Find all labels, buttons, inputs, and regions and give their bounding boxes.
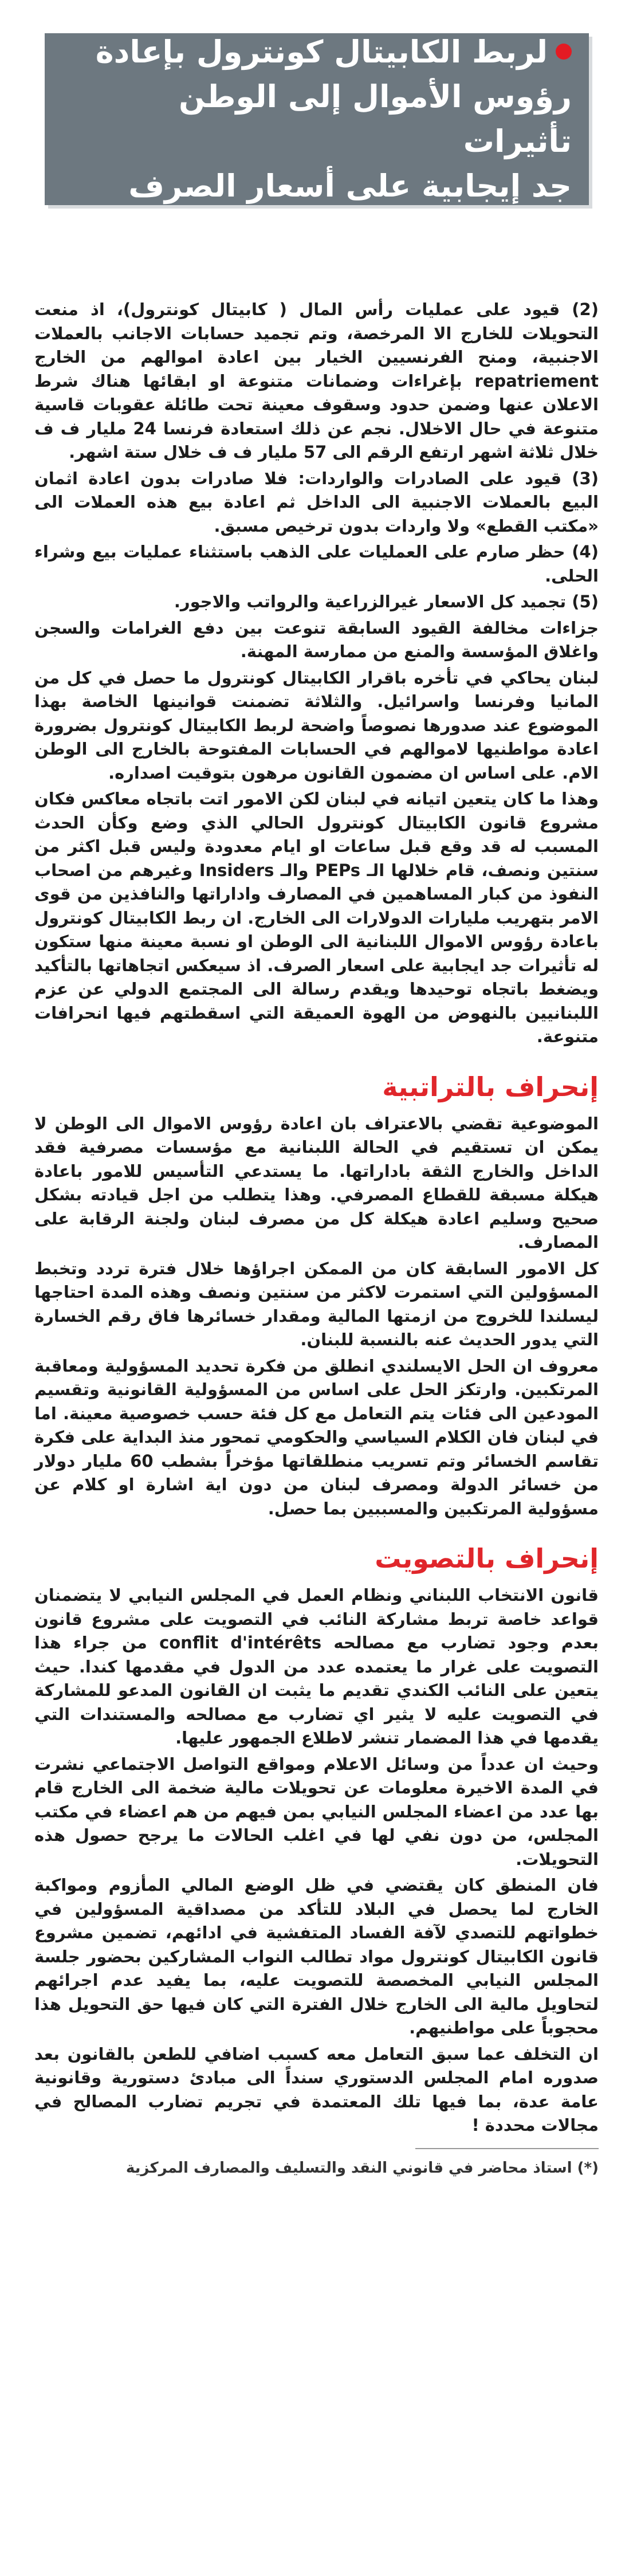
paragraph: (2) قيود على عمليات رأس المال ( كابيتال كونترول)، اذ منعت التحويلات للخارج الا المرخصة، وتم تجميد حسابات الاجانب بالعملات الاجنبية، ومنح الفرنسيين الخيار بين اعادة اموالهم من الخارج repatriement بإغراءات وضمانات متنوعة او ابقائها هناك شرط الاعلان عنها وضمن حدود وسقوف معينة تحت طائلة عقوبات قاسية متنوعة في حال الاخلال. نجم عن ذلك استعادة فرنسا 24 مليار ف ف خلال ثلاثة اشهر ارتفع الرقم الى 57 مليار ف ف خلال ستة اشهر. (34, 300, 599, 462)
paragraph: الموضوعية تقضي بالاعتراف بان اعادة رؤوس الاموال الى الوطن لا يمكن ان تستقيم في الحالة اللبنانية مع مؤسسات مصرفية فقد الداخل والخارج الثقة باداراتها. ما يستدعي التأسيس للامور باعادة هيكلة مسبقة للقطاع المصرفي. وهذا يتطلب من اجل قيادته بشكل صحيح وسليم اعادة هيكلة كل من مصرف لبنان ولجنة الرقابة على المصارف. (34, 1113, 599, 1252)
author-footnote: (*) استاذ محاضر في قانوني النقد والتسليف والمصارف المركزية (125, 2159, 599, 2177)
paragraph: جزاءات مخالفة القيود السابقة تنوعت بين دفع الغرامات والسجن واغلاق المؤسسة والمنع من ممارسة المهنة. (34, 618, 599, 661)
paragraph: ان التخلف عما سبق التعامل معه كسبب اضافي للطعن بالقانون بعد صدوره امام المجلس الدستوري سنداً الى مبادئ دستورية وقانونية عامة عدة، بما فيها تلك المعتمدة في تجريم تضارب المصالح في مجالات محددة ! (34, 2044, 599, 2135)
bullet-icon (556, 44, 572, 60)
paragraph: وحيث ان عدداً من وسائل الاعلام ومواقع التواصل الاجتماعي نشرت في المدة الاخيرة معلومات عن تحويلات مالية ضخمة الى الخارج قام بها عدد من اعضاء المجلس النيابي بمن فيهم من هم اعضاء في مكتب المجلس، من دون نفي لها في اغلب الحالات ما يرجح حصول هذه التحويلات. (34, 1754, 599, 1869)
paragraph: وهذا ما كان يتعين اتيانه في لبنان لكن الامور اتت باتجاه معاكس فكان مشروع قانون الكابيتال كونترول الحالي الذي وضع وكأن الحدث المسبب له قد وقع قبل ساعات او ايام معدودة وليس قبل اكثر من سنتين ونصف، قام خلالها الـ PEPs والـ Insiders وغيرهم من اصحاب النفوذ من كبار المساهمين في المصارف واداراتها والنافذين من قوى الامر بتهريب مليارات الدولارات الى الخارج. ان ربط الكابيتال كونترول باعادة رؤوس الاموال اللبنانية الى الوطن او نسبة معينة منها ستكون له تأثيرات جد ايجابية على اسعار الصرف. اذ سيعكس اتجاهاتها بالتأكيد ويضغط باتجاه توحيدها ويقدم رسالة الى المجتمع الدولي عن عزم اللبنانيين بالنهوض من الهوة العميقة التي اسقطتهم فيها انحرافات متنوعة. (34, 789, 599, 1046)
headline-text-1: لربط الكابيتال كونترول بإعادة (95, 34, 548, 70)
headline-line-2: رؤوس الأموال إلى الوطن تأثيرات (178, 78, 572, 159)
headline-line-3: جد إيجابية على أسعار الصرف (128, 168, 572, 204)
paragraph: فان المنطق كان يقتضي في ظل الوضع المالي المأزوم ومواكبة الخارج لما يحصل في البلاد للتأكد من مصداقية المسؤولين في خطواتهم للتصدي لآفة الفساد المتفشية في ادائهم، تضمين مشروع قانون الكابيتال كونترول مواد تطالب النواب المشاركين بحضور جلسة المجلس النيابي المخصصة للتصويت عليه، بما يفيد عدم اجرائهم لتحاويل مالية الى الخارج خلال الفترة التي كان فيها حق التحويل هذا محجوباً على مواطنيهم. (34, 1875, 599, 2037)
section-heading: إنحراف بالتراتبية (382, 1071, 599, 1102)
paragraph: (3) قيود على الصادرات والواردات: فلا صادرات بدون اعادة اثمان البيع بالعملات الاجنبية الى الداخل ثم اعادة بيع هذه العملات الى «مكتب القطع» ولا واردات بدون ترخيص مسبق. (34, 468, 599, 536)
title-block (45, 33, 589, 205)
paragraph: لبنان يحاكي في تأخره باقرار الكابيتال كونترول ما حصل في كل من المانيا وفرنسا واسرائيل. والثلاثة تضمنت قوانينها الخاصة بهذا الموضوع عند صدورها نصوصاً واضحة لربط الكابيتال كونترول بضرورة اعادة مواطنيها لاموالهم في الحسابات المفتوحة بالخارج الى الوطن الام. على اساس ان مضمون القانون مرهون بتوقيت اصداره. (34, 667, 599, 783)
paragraph: (4) حظر صارم على العمليات على الذهب باستثناء عمليات بيع وشراء الحلى. (34, 542, 599, 586)
headline-line-1 (62, 30, 572, 74)
article-body (34, 298, 599, 2194)
paragraph: قانون الانتخاب اللبناني ونظام العمل في المجلس النيابي لا يتضمنان قواعد خاصة تربط مشاركة النائب في التصويت على مشروع قانون بعدم وجود تضارب مع مصالحه conflit d'intérêts من جراء هذا التصويت على غرار ما يعتمده عدد من الدول في مقدمها كندا. حيث يتعين على النائب الكندي تقديم ما يثبت ان القانون المدعو للمشاركة في التصويت عليه لا يثير اي تضارب مع مصالحه والمستندات التي يقدمها في هذا المضمار تنشر لاطلاع الجمهور عليها. (34, 1585, 599, 1748)
paragraph: (5) تجميد كل الاسعار غيرالزراعية والرواتب والاجور. (174, 592, 599, 611)
paragraph: كل الامور السابقة كان من الممكن اجراؤها خلال فترة تردد وتخبط المسؤولين التي استمرت لاكثر من سنتين ونصف وهذه المدة احتاجها ليسلندا للخروج من ازمتها المالية ومقدار خسائرها فاق رقم الخسارة التي يدور الحديث عنه بالنسبة للبنان. (34, 1258, 599, 1349)
footnote-divider (415, 2148, 599, 2149)
paragraph: معروف ان الحل الايسلندي انطلق من فكرة تحديد المسؤولية ومعاقبة المرتكبين. وارتكز الحل على اساس من المسؤولية القانونية وتقسيم المودعين الى فئات يتم التعامل مع كل فئة حسب خصوصية معينة. اما في لبنان فان الكلام السياسي والحكومي تمحور منذ البداية على فكرة تقاسم الخسائر وتم تسريب منطلقاتها مؤخراً بشطب 60 مليار دولار من خسائر الدولة ومصرف لبنان من دون اية اشارة او كلام عن مسؤولية المرتكبين والمسببين بما حصل. (34, 1356, 599, 1518)
section-heading: إنحراف بالتصويت (375, 1543, 599, 1574)
title-banner (45, 33, 589, 205)
